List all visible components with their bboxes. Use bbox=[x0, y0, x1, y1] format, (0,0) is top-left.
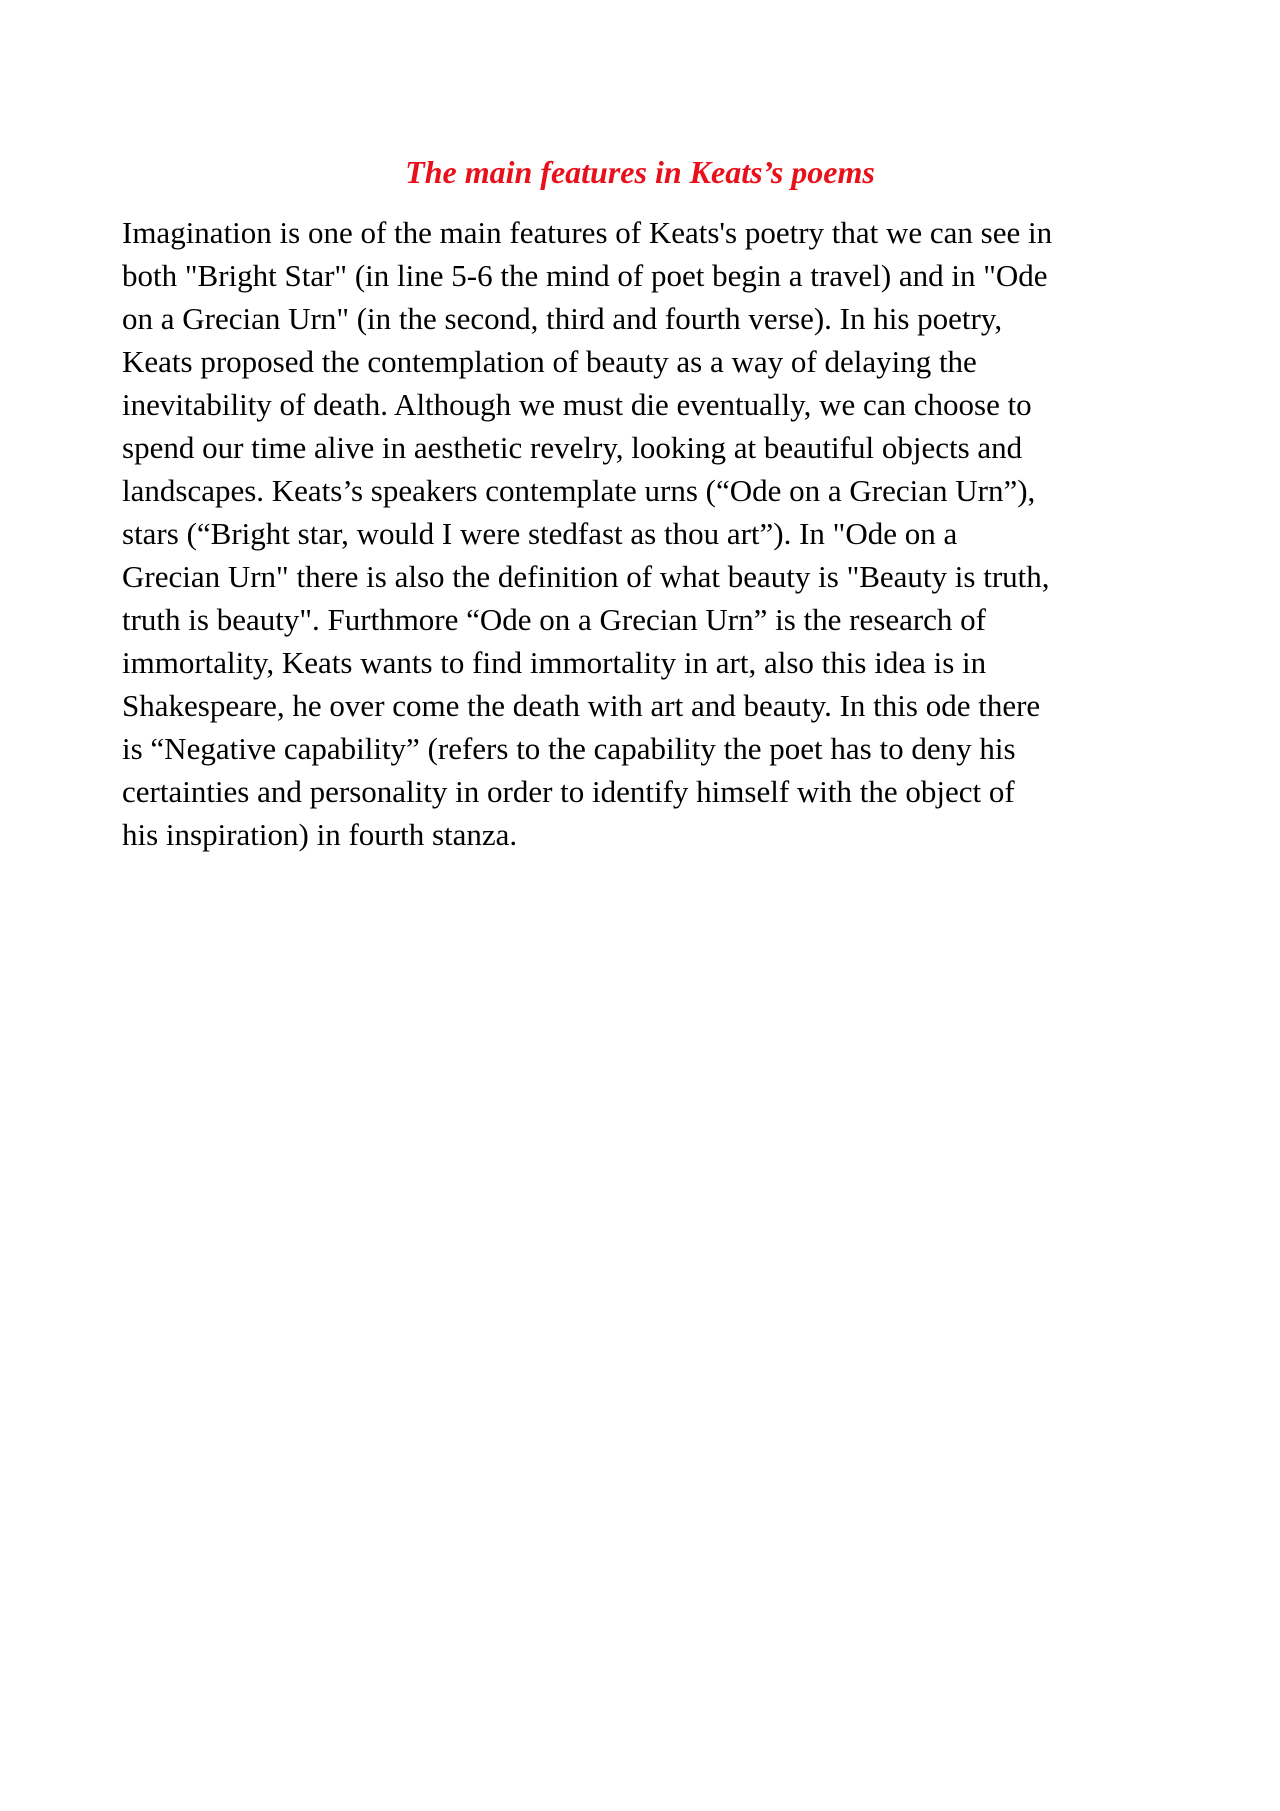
paragraph-line: landscapes. Keats’s speakers contemplate urns (“Ode on a Grecian Urn”), bbox=[122, 473, 1036, 508]
paragraph-line: is “Negative capability” (refers to the capability the poet has to deny his bbox=[122, 731, 1016, 766]
paragraph-line: Grecian Urn" there is also the definition of what beauty is "Beauty is truth, bbox=[122, 559, 1050, 594]
paragraph-line: his inspiration) in fourth stanza. bbox=[122, 817, 518, 852]
paragraph-line: both "Bright Star" (in line 5-6 the mind of poet begin a travel) and in "Ode bbox=[122, 258, 1048, 293]
paragraph-line: certainties and personality in order to identify himself with the object of bbox=[122, 774, 1015, 809]
body-paragraph bbox=[122, 211, 1172, 856]
paragraph-line: inevitability of death. Although we must die eventually, we can choose to bbox=[122, 387, 1032, 422]
paragraph-line: Shakespeare, he over come the death with art and beauty. In this ode there bbox=[122, 688, 1041, 723]
paragraph-line: Keats proposed the contemplation of beauty as a way of delaying the bbox=[122, 344, 977, 379]
paragraph-line: truth is beauty". Furthmore “Ode on a Grecian Urn” is the research of bbox=[122, 602, 986, 637]
document-title: The main features in Keats’s poems bbox=[405, 154, 875, 190]
paragraph-line: Imagination is one of the main features of Keats's poetry that we can see in bbox=[122, 215, 1053, 250]
paragraph-line: immortality, Keats wants to find immortality in art, also this idea is in bbox=[122, 645, 987, 680]
paragraph-line: stars (“Bright star, would I were stedfast as thou art”). In "Ode on a bbox=[122, 516, 958, 551]
paragraph-line: on a Grecian Urn" (in the second, third and fourth verse). In his poetry, bbox=[122, 301, 1003, 336]
paragraph-line: spend our time alive in aesthetic revelry, looking at beautiful objects and bbox=[122, 430, 1023, 465]
